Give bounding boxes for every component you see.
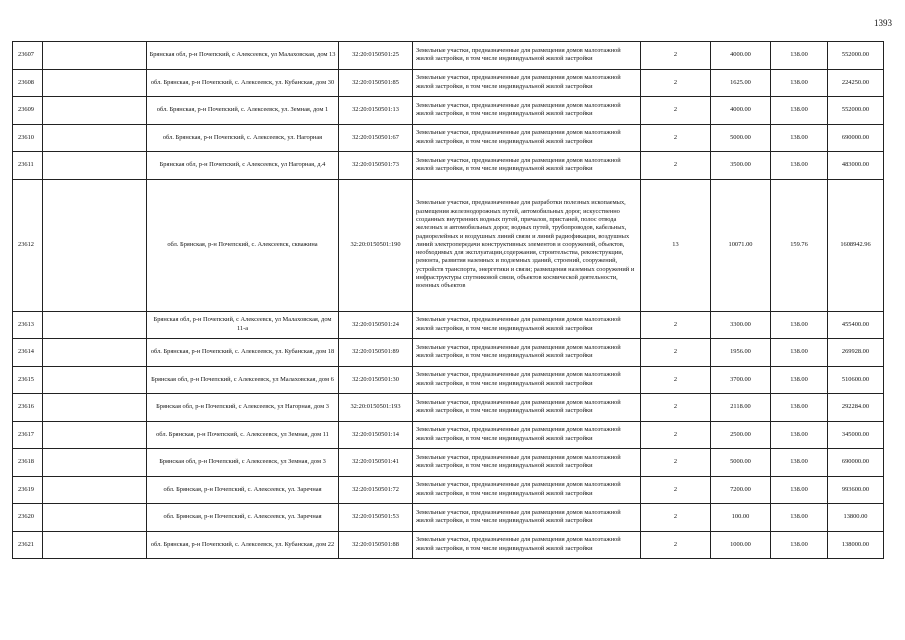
area-cell: 1956.00 bbox=[711, 339, 771, 367]
cadastral-number-cell: 32:20:0150501:13 bbox=[339, 97, 413, 125]
table-row bbox=[13, 449, 884, 477]
cadastral-number-cell: 32:20:0150501:85 bbox=[339, 69, 413, 97]
group-cell: 2 bbox=[641, 339, 711, 367]
blank-cell bbox=[43, 339, 147, 367]
cadastral-value-cell: 552000.00 bbox=[828, 42, 884, 70]
table-row bbox=[13, 179, 884, 311]
page-number: 1393 bbox=[874, 18, 892, 28]
row-number: 23620 bbox=[13, 504, 43, 532]
rate-cell: 138.00 bbox=[771, 69, 828, 97]
blank-cell bbox=[43, 504, 147, 532]
land-use-cell: Земельные участки, предназначенные для размещения домов малоэтажной жилой застройки, в том числе индивидуальной жилой застройки bbox=[413, 42, 641, 70]
address-cell: обл. Брянская, р-н Почепский, с. Алексеевск, ул. Кубанская, дом 30 bbox=[147, 69, 339, 97]
land-use-cell: Земельные участки, предназначенные для размещения домов малоэтажной жилой застройки, в том числе индивидуальной жилой застройки bbox=[413, 476, 641, 504]
rate-cell: 159.76 bbox=[771, 179, 828, 311]
blank-cell bbox=[43, 421, 147, 449]
land-use-cell: Земельные участки, предназначенные для размещения домов малоэтажной жилой застройки, в том числе индивидуальной жилой застройки bbox=[413, 311, 641, 339]
blank-cell bbox=[43, 366, 147, 394]
cadastral-value-cell: 1608942.96 bbox=[828, 179, 884, 311]
table-row bbox=[13, 531, 884, 559]
group-cell: 2 bbox=[641, 42, 711, 70]
cadastral-value-cell: 224250.00 bbox=[828, 69, 884, 97]
address-cell: Брянская обл, р-н Почепский, с Алексеевск, ул Нагорная, д.4 bbox=[147, 152, 339, 180]
cadastral-value-cell: 993600.00 bbox=[828, 476, 884, 504]
rate-cell: 138.00 bbox=[771, 449, 828, 477]
cadastral-number-cell: 32:20:0150501:30 bbox=[339, 366, 413, 394]
table-row bbox=[13, 97, 884, 125]
blank-cell bbox=[43, 42, 147, 70]
rate-cell: 138.00 bbox=[771, 394, 828, 422]
rate-cell: 138.00 bbox=[771, 531, 828, 559]
address-cell: обл. Брянская, р-н Почепский, с. Алексеевск, ул. Заречная bbox=[147, 476, 339, 504]
rate-cell: 138.00 bbox=[771, 339, 828, 367]
group-cell: 13 bbox=[641, 179, 711, 311]
cadastral-value-cell: 552000.00 bbox=[828, 97, 884, 125]
cadastral-value-cell: 13800.00 bbox=[828, 504, 884, 532]
table-row bbox=[13, 394, 884, 422]
row-number: 23621 bbox=[13, 531, 43, 559]
rate-cell: 138.00 bbox=[771, 152, 828, 180]
area-cell: 2118.00 bbox=[711, 394, 771, 422]
area-cell: 5000.00 bbox=[711, 124, 771, 152]
area-cell: 3300.00 bbox=[711, 311, 771, 339]
cadastral-number-cell: 32:20:0150501:72 bbox=[339, 476, 413, 504]
table-row bbox=[13, 504, 884, 532]
group-cell: 2 bbox=[641, 504, 711, 532]
row-number: 23613 bbox=[13, 311, 43, 339]
address-cell: обл. Брянская, р-н Почепский, с. Алексеевск, скважина bbox=[147, 179, 339, 311]
blank-cell bbox=[43, 531, 147, 559]
address-cell: Брянская обл, р-н Почепский, с Алексеевск, ул Малаховская, дом 6 bbox=[147, 366, 339, 394]
area-cell: 10071.00 bbox=[711, 179, 771, 311]
row-number: 23608 bbox=[13, 69, 43, 97]
land-use-cell: Земельные участки, предназначенные для размещения домов малоэтажной жилой застройки, в том числе индивидуальной жилой застройки bbox=[413, 421, 641, 449]
cadastral-number-cell: 32:20:0150501:73 bbox=[339, 152, 413, 180]
cadastral-value-cell: 269928.00 bbox=[828, 339, 884, 367]
table-row bbox=[13, 421, 884, 449]
table-row bbox=[13, 69, 884, 97]
land-use-cell: Земельные участки, предназначенные для размещения домов малоэтажной жилой застройки, в том числе индивидуальной жилой застройки bbox=[413, 394, 641, 422]
rate-cell: 138.00 bbox=[771, 476, 828, 504]
area-cell: 1000.00 bbox=[711, 531, 771, 559]
table-body bbox=[13, 42, 884, 559]
blank-cell bbox=[43, 394, 147, 422]
address-cell: обл. Брянская, р-н Почепский, с. Алексеевск, ул. Земная, дом 1 bbox=[147, 97, 339, 125]
cadastral-number-cell: 32:20:0150501:14 bbox=[339, 421, 413, 449]
rate-cell: 138.00 bbox=[771, 97, 828, 125]
blank-cell bbox=[43, 449, 147, 477]
blank-cell bbox=[43, 69, 147, 97]
group-cell: 2 bbox=[641, 97, 711, 125]
land-use-cell: Земельные участки, предназначенные для размещения домов малоэтажной жилой застройки, в том числе индивидуальной жилой застройки bbox=[413, 366, 641, 394]
land-use-cell: Земельные участки, предназначенные для размещения домов малоэтажной жилой застройки, в том числе индивидуальной жилой застройки bbox=[413, 449, 641, 477]
cadastral-number-cell: 32:20:0150501:89 bbox=[339, 339, 413, 367]
land-use-cell: Земельные участки, предназначенные для размещения домов малоэтажной жилой застройки, в том числе индивидуальной жилой застройки bbox=[413, 97, 641, 125]
cadastral-number-cell: 32:20:0150501:25 bbox=[339, 42, 413, 70]
address-cell: Брянская обл, р-н Почепский, с Алексеевск, ул Малаховская, дом 11-а bbox=[147, 311, 339, 339]
cadastral-value-cell: 345000.00 bbox=[828, 421, 884, 449]
address-cell: Брянская обл, р-н Почепский, с Алексеевск, ул Земная, дом 3 bbox=[147, 449, 339, 477]
address-cell: Брянская обл, р-н Почепский, с Алексеевск, ул Малаховская, дом 13 bbox=[147, 42, 339, 70]
group-cell: 2 bbox=[641, 366, 711, 394]
area-cell: 4000.00 bbox=[711, 42, 771, 70]
blank-cell bbox=[43, 152, 147, 180]
group-cell: 2 bbox=[641, 421, 711, 449]
table-row bbox=[13, 339, 884, 367]
table-row bbox=[13, 124, 884, 152]
cadastral-number-cell: 32:20:0150501:193 bbox=[339, 394, 413, 422]
address-cell: обл. Брянская, р-н Почепский, с. Алексеевск, ул Земная, дом 11 bbox=[147, 421, 339, 449]
cadastral-number-cell: 32:20:0150501:41 bbox=[339, 449, 413, 477]
address-cell: Брянская обл, р-н Почепский, с Алексеевск, ул Нагорная, дом 3 bbox=[147, 394, 339, 422]
row-number: 23614 bbox=[13, 339, 43, 367]
blank-cell bbox=[43, 97, 147, 125]
row-number: 23617 bbox=[13, 421, 43, 449]
blank-cell bbox=[43, 124, 147, 152]
area-cell: 1625.00 bbox=[711, 69, 771, 97]
group-cell: 2 bbox=[641, 476, 711, 504]
group-cell: 2 bbox=[641, 152, 711, 180]
group-cell: 2 bbox=[641, 311, 711, 339]
area-cell: 4000.00 bbox=[711, 97, 771, 125]
cadastral-number-cell: 32:20:0150501:190 bbox=[339, 179, 413, 311]
row-number: 23615 bbox=[13, 366, 43, 394]
address-cell: обл. Брянская, р-н Почепский, с. Алексеевск, ул. Заречная bbox=[147, 504, 339, 532]
table-row bbox=[13, 476, 884, 504]
land-use-cell: Земельные участки, предназначенные для размещения домов малоэтажной жилой застройки, в том числе индивидуальной жилой застройки bbox=[413, 531, 641, 559]
cadastral-value-table bbox=[12, 41, 884, 559]
cadastral-number-cell: 32:20:0150501:88 bbox=[339, 531, 413, 559]
cadastral-value-cell: 690000.00 bbox=[828, 124, 884, 152]
row-number: 23609 bbox=[13, 97, 43, 125]
land-use-cell: Земельные участки, предназначенные для разработки полезных ископаемых, размещения железнодорожных путей, автомобильных дорог, искусственно созданных внутренних водных путей, причалов, пристаней, полос отвода железных и автомобильных дорог, водных путей, трубопроводов, кабельных, радиорелейных и воздушных линий связи и линий радиофикации, воздушных линий электропередачи конструктивных элементов и сооружений, объектов, необходимых для эксплуатации,содержания, строительства, реконструкции, ремонта, развития наземных и подземных зданий, строений, сооружений, устройств транспорта, энергетики и связи; размещения наземных сооружений и инфраструктуры спутниковой связи, объектов космической деятельности, военных объектов bbox=[413, 179, 641, 311]
group-cell: 2 bbox=[641, 394, 711, 422]
address-cell: обл. Брянская, р-н Почепский, с. Алексеевск, ул. Нагорная bbox=[147, 124, 339, 152]
row-number: 23612 bbox=[13, 179, 43, 311]
rate-cell: 138.00 bbox=[771, 504, 828, 532]
group-cell: 2 bbox=[641, 531, 711, 559]
row-number: 23616 bbox=[13, 394, 43, 422]
blank-cell bbox=[43, 179, 147, 311]
table-row bbox=[13, 42, 884, 70]
table-row bbox=[13, 366, 884, 394]
land-use-cell: Земельные участки, предназначенные для размещения домов малоэтажной жилой застройки, в том числе индивидуальной жилой застройки bbox=[413, 69, 641, 97]
cadastral-number-cell: 32:20:0150501:24 bbox=[339, 311, 413, 339]
address-cell: обл. Брянская, р-н Почепский, с. Алексеевск, ул. Кубанская, дом 18 bbox=[147, 339, 339, 367]
blank-cell bbox=[43, 311, 147, 339]
area-cell: 100.00 bbox=[711, 504, 771, 532]
cadastral-value-cell: 483000.00 bbox=[828, 152, 884, 180]
cadastral-value-cell: 510600.00 bbox=[828, 366, 884, 394]
rate-cell: 138.00 bbox=[771, 124, 828, 152]
row-number: 23619 bbox=[13, 476, 43, 504]
blank-cell bbox=[43, 476, 147, 504]
row-number: 23611 bbox=[13, 152, 43, 180]
rate-cell: 138.00 bbox=[771, 421, 828, 449]
row-number: 23607 bbox=[13, 42, 43, 70]
area-cell: 2500.00 bbox=[711, 421, 771, 449]
area-cell: 3700.00 bbox=[711, 366, 771, 394]
cadastral-number-cell: 32:20:0150501:53 bbox=[339, 504, 413, 532]
area-cell: 5000.00 bbox=[711, 449, 771, 477]
table-row bbox=[13, 152, 884, 180]
address-cell: обл. Брянская, р-н Почепский, с. Алексеевск, ул. Кубанская, дом 22 bbox=[147, 531, 339, 559]
rate-cell: 138.00 bbox=[771, 42, 828, 70]
land-use-cell: Земельные участки, предназначенные для размещения домов малоэтажной жилой застройки, в том числе индивидуальной жилой застройки bbox=[413, 339, 641, 367]
cadastral-number-cell: 32:20:0150501:67 bbox=[339, 124, 413, 152]
group-cell: 2 bbox=[641, 69, 711, 97]
area-cell: 3500.00 bbox=[711, 152, 771, 180]
group-cell: 2 bbox=[641, 449, 711, 477]
rate-cell: 138.00 bbox=[771, 366, 828, 394]
row-number: 23610 bbox=[13, 124, 43, 152]
cadastral-value-cell: 690000.00 bbox=[828, 449, 884, 477]
cadastral-value-cell: 292284.00 bbox=[828, 394, 884, 422]
land-use-cell: Земельные участки, предназначенные для размещения домов малоэтажной жилой застройки, в том числе индивидуальной жилой застройки bbox=[413, 152, 641, 180]
area-cell: 7200.00 bbox=[711, 476, 771, 504]
land-use-cell: Земельные участки, предназначенные для размещения домов малоэтажной жилой застройки, в том числе индивидуальной жилой застройки bbox=[413, 124, 641, 152]
row-number: 23618 bbox=[13, 449, 43, 477]
cadastral-value-cell: 455400.00 bbox=[828, 311, 884, 339]
group-cell: 2 bbox=[641, 124, 711, 152]
land-use-cell: Земельные участки, предназначенные для размещения домов малоэтажной жилой застройки, в том числе индивидуальной жилой застройки bbox=[413, 504, 641, 532]
table-row bbox=[13, 311, 884, 339]
rate-cell: 138.00 bbox=[771, 311, 828, 339]
cadastral-value-cell: 138000.00 bbox=[828, 531, 884, 559]
